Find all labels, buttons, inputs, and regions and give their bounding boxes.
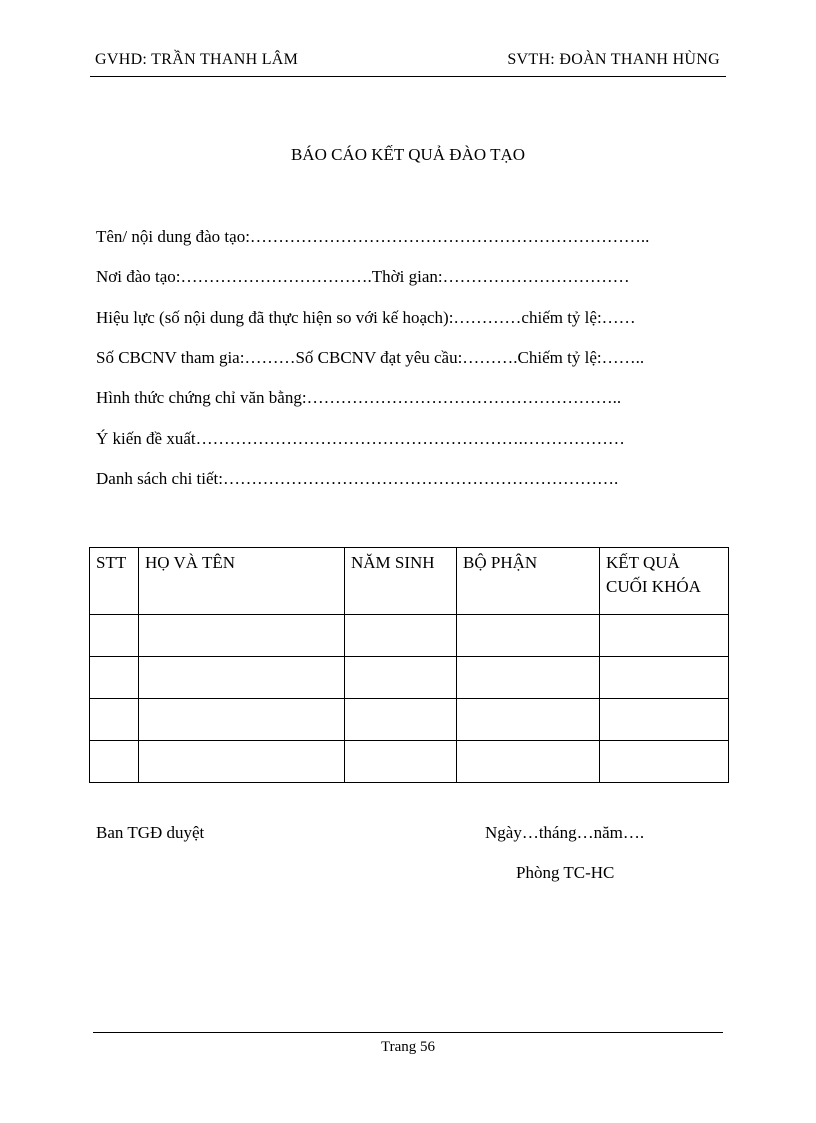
header-student: SVTH: ĐOÀN THANH HÙNG bbox=[507, 51, 720, 68]
date-line: Ngày…tháng…năm…. bbox=[485, 823, 645, 842]
table-cell bbox=[600, 657, 729, 699]
table-cell bbox=[600, 699, 729, 741]
header-divider bbox=[90, 76, 726, 77]
page-number: Trang 56 bbox=[380, 1039, 436, 1055]
field-detail-list: Danh sách chi tiết:……………………………………………………………. bbox=[96, 469, 619, 488]
table-row bbox=[90, 657, 729, 699]
header-supervisor: GVHD: TRẦN THANH LÂM bbox=[95, 51, 299, 68]
table-cell bbox=[457, 699, 600, 741]
table-cell bbox=[139, 615, 345, 657]
field-training-content: Tên/ nội dung đào tạo:…………………………………………………………….. bbox=[96, 227, 650, 246]
table-cell bbox=[457, 741, 600, 783]
table-cell bbox=[345, 657, 457, 699]
approval-signature-label: Ban TGĐ duyệt bbox=[96, 823, 205, 842]
table-cell bbox=[139, 741, 345, 783]
table-cell bbox=[345, 741, 457, 783]
field-participants: Số CBCNV tham gia:………Số CBCNV đạt yêu cầu:……….Chiếm tỷ lệ:…….. bbox=[96, 348, 645, 367]
table-cell bbox=[90, 741, 139, 783]
column-header-department: BỘ PHẬN bbox=[457, 548, 600, 615]
table-cell bbox=[139, 699, 345, 741]
table-row bbox=[90, 615, 729, 657]
field-proposal: Ý kiến đề xuất………………………………………………….……………… bbox=[96, 429, 625, 448]
table-cell bbox=[457, 615, 600, 657]
column-header-birth-year: NĂM SINH bbox=[345, 548, 457, 615]
trainee-table bbox=[89, 547, 729, 783]
table-cell bbox=[90, 657, 139, 699]
table-cell bbox=[600, 615, 729, 657]
footer-divider bbox=[93, 1032, 723, 1033]
table-row bbox=[90, 699, 729, 741]
table-header-row bbox=[90, 548, 729, 615]
field-training-place-time: Nơi đào tạo:…………………………….Thời gian:…………………………… bbox=[96, 267, 630, 286]
column-header-stt: STT bbox=[90, 548, 139, 615]
field-effectiveness: Hiệu lực (số nội dung đã thực hiện so với kế hoạch):…………chiếm tỷ lệ:…… bbox=[96, 308, 636, 327]
table-cell bbox=[139, 657, 345, 699]
field-certificate-type: Hình thức chứng chỉ văn bằng:……………………………………………….. bbox=[96, 388, 622, 407]
table-cell bbox=[600, 741, 729, 783]
department-signature-label: Phòng TC-HC bbox=[516, 863, 615, 882]
table-cell bbox=[90, 699, 139, 741]
table-row bbox=[90, 741, 729, 783]
table-cell bbox=[90, 615, 139, 657]
column-header-full-name: HỌ VÀ TÊN bbox=[139, 548, 345, 615]
table-cell bbox=[345, 615, 457, 657]
document-title: BÁO CÁO KẾT QUẢ ĐÀO TẠO bbox=[290, 145, 526, 164]
column-header-final-result: KẾT QUẢ CUỐI KHÓA bbox=[600, 548, 729, 615]
table-cell bbox=[345, 699, 457, 741]
table-cell bbox=[457, 657, 600, 699]
